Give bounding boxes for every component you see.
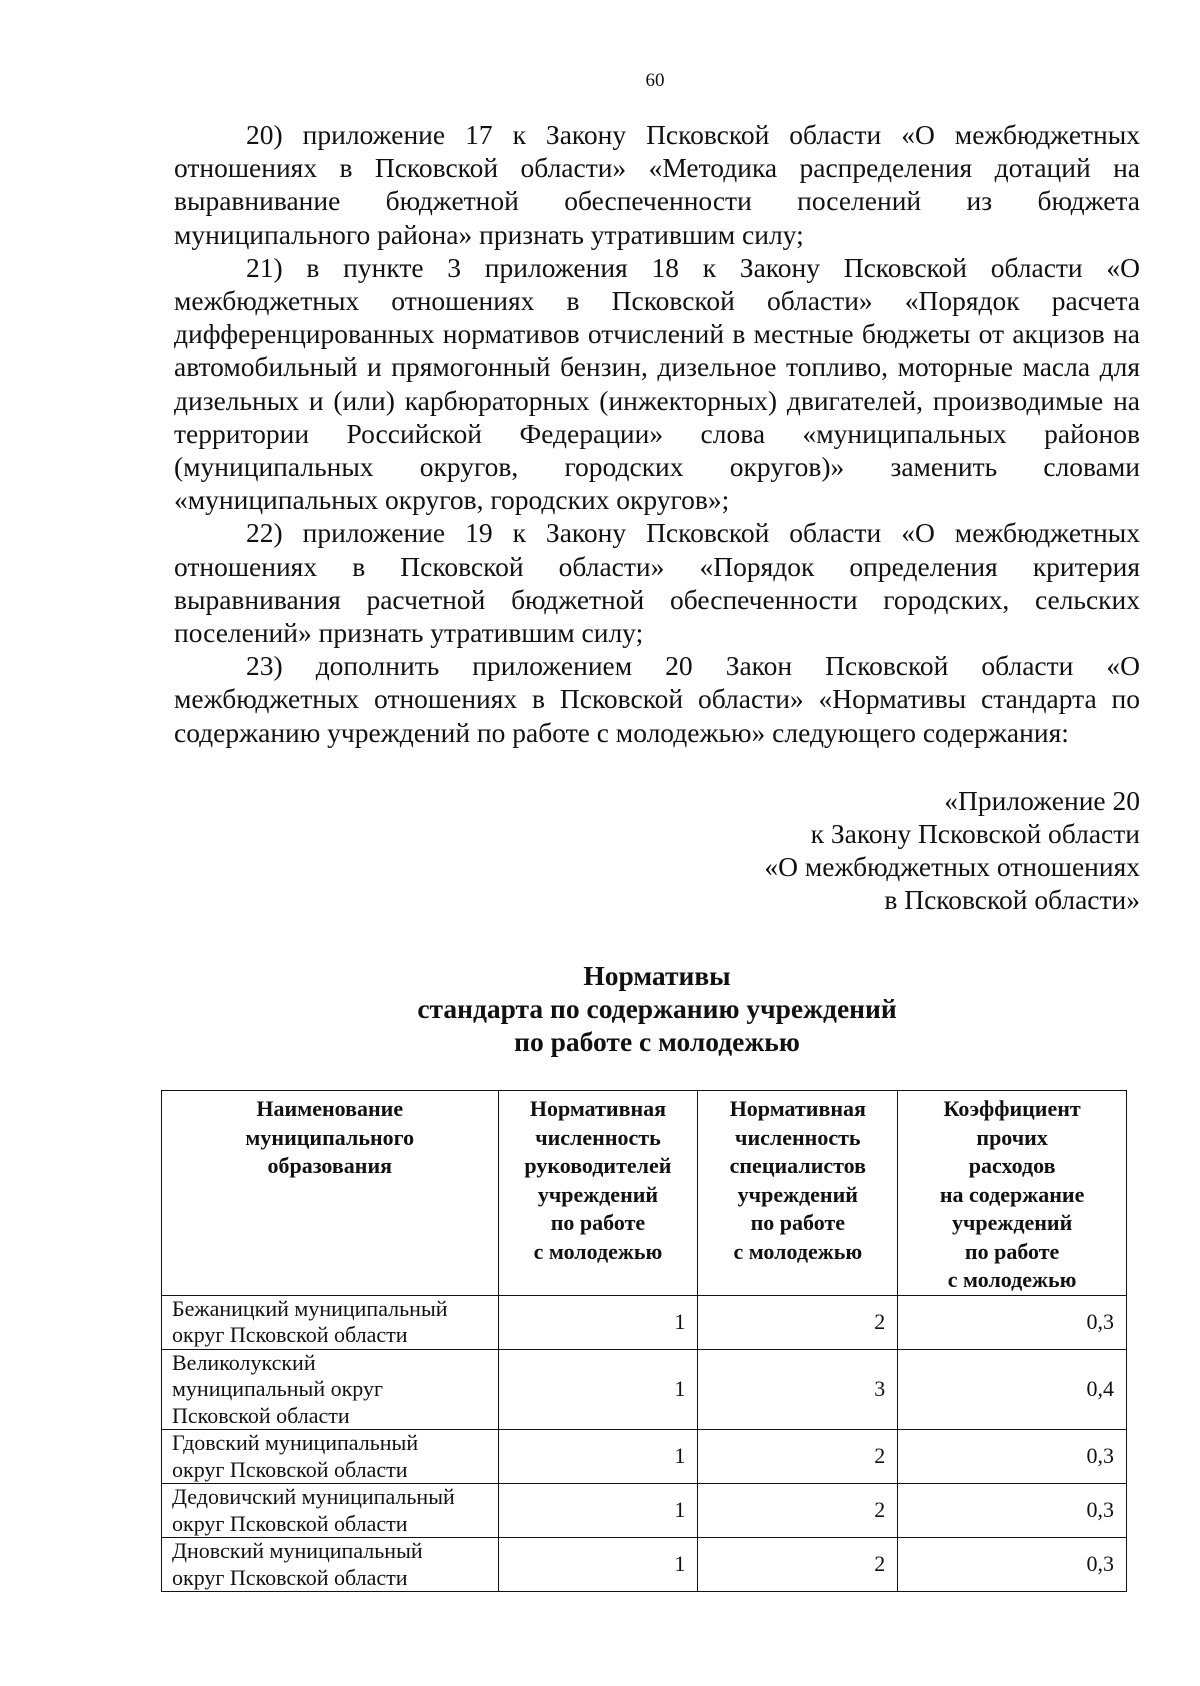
header-line: с молодежью (733, 1238, 863, 1264)
name-line: округ Псковской области (172, 1322, 408, 1347)
norms-table (161, 1090, 1127, 1592)
paragraph-23: 23) дополнить приложением 20 Закон Псковской области «О межбюджетных отношениях в Псковской области» «Нормативы стандарта по содержанию учреждений по работе с молодежью» следующего содержания: (174, 650, 1140, 748)
managers-value: 1 (498, 1349, 698, 1430)
body-text (174, 118, 1140, 749)
header-line: Наименование (256, 1096, 404, 1121)
name-line: округ Псковской области (172, 1456, 408, 1482)
header-line: учреждений (951, 1210, 1073, 1235)
header-line: образования (267, 1153, 393, 1178)
name-line: Дедовичский муниципальный (172, 1484, 455, 1509)
coefficient-value: 0,3 (898, 1430, 1127, 1484)
name-line: Псковской области (172, 1402, 350, 1428)
table-title-line: Нормативы (583, 960, 731, 991)
name-line: Гдовский муниципальный (172, 1430, 419, 1455)
specialists-value: 2 (698, 1538, 898, 1592)
header-line: Нормативная (529, 1096, 667, 1121)
page-number: 60 (645, 70, 665, 91)
table-title-line: по работе с молодежью (514, 1026, 800, 1057)
header-other-expenses-coefficient (898, 1091, 1127, 1296)
header-line: муниципального (245, 1124, 415, 1150)
name-line: Бежаницкий муниципальный (172, 1295, 448, 1321)
paragraph-20: 20) приложение 17 к Закону Псковской области «О межбюджетных отношениях в Псковской области» «Методика распределения дотаций на выравнивание бюджетной обеспеченности поселений из бюджета муниципального района» признать утратившим силу; (174, 119, 1140, 250)
header-line: численность (535, 1124, 661, 1150)
header-line: учреждений (537, 1181, 659, 1207)
name-line: муниципальный округ (172, 1376, 384, 1401)
header-line: прочих (976, 1124, 1048, 1150)
municipality-name (162, 1349, 499, 1430)
managers-value: 1 (498, 1484, 698, 1538)
table-row (162, 1349, 1127, 1430)
specialists-value: 2 (698, 1430, 898, 1484)
table-row (162, 1295, 1127, 1349)
appendix-ref-line: к Закону Псковской области (810, 818, 1140, 849)
header-line: учреждений (737, 1181, 858, 1207)
header-line: Нормативная (729, 1096, 866, 1121)
municipality-name (162, 1430, 499, 1484)
header-managers-norm (498, 1091, 698, 1296)
specialists-value: 2 (698, 1484, 898, 1538)
name-line: округ Псковской области (172, 1510, 408, 1536)
paragraph-21: 21) в пункте 3 приложения 18 к Закону Псковской области «О межбюджетных отношениях в Псковской области» «Порядок расчета дифференцированных нормативов отчислений в местные бюджеты от акцизов на автомобильный и прямогонный бензин, дизельное топливо, моторные масла для дизельных и (или) карбюраторных (инжекторных) двигателей, производимые на территории Российской Федерации» слова «муниципальных районов (муниципальных округов, городских округов)» заменить словами «муниципальных округов, городских округов»; (174, 251, 1140, 516)
header-line: по работе (750, 1210, 846, 1235)
table-row (162, 1538, 1127, 1592)
table-row (162, 1430, 1127, 1484)
managers-value: 1 (498, 1538, 698, 1592)
header-line: с молодежью (533, 1238, 663, 1264)
header-line: по работе (964, 1238, 1060, 1264)
municipality-name (162, 1484, 499, 1538)
table-title (174, 959, 1140, 1058)
appendix-reference (764, 784, 1140, 916)
header-line: численность (735, 1124, 861, 1150)
header-municipality-name (162, 1091, 499, 1296)
coefficient-value: 0,3 (898, 1538, 1127, 1592)
table-title-line: стандарта по содержанию учреждений (417, 993, 897, 1024)
name-line: Великолукский (172, 1349, 316, 1375)
coefficient-value: 0,3 (898, 1484, 1127, 1538)
managers-value: 1 (498, 1295, 698, 1349)
header-line: на содержание (939, 1181, 1085, 1207)
name-line: Дновский муниципальный (172, 1538, 423, 1563)
coefficient-value: 0,4 (898, 1349, 1127, 1430)
header-line: Коэффициент (943, 1096, 1081, 1121)
managers-value: 1 (498, 1430, 698, 1484)
header-line: по работе (550, 1210, 646, 1235)
appendix-ref-line: в Псковской области» (884, 884, 1140, 915)
header-line: специалистов (729, 1153, 866, 1178)
municipality-name (162, 1538, 499, 1592)
paragraph-22: 22) приложение 19 к Закону Псковской области «О межбюджетных отношениях в Псковской области» «Порядок определения критерия выравнивания расчетной бюджетной обеспеченности городских, сельских поселений» признать утратившим силу; (174, 517, 1140, 649)
appendix-ref-line: «Приложение 20 (944, 785, 1140, 816)
table-header-row (162, 1091, 1127, 1296)
municipality-name (162, 1295, 499, 1349)
coefficient-value: 0,3 (898, 1295, 1127, 1349)
header-line: с молодежью (947, 1267, 1077, 1292)
name-line: округ Псковской области (172, 1564, 408, 1590)
specialists-value: 2 (698, 1295, 898, 1349)
header-line: руководителей (524, 1153, 672, 1178)
table-row (162, 1484, 1127, 1538)
appendix-ref-line: «О межбюджетных отношениях (764, 851, 1140, 882)
header-line: расходов (968, 1153, 1056, 1178)
specialists-value: 3 (698, 1349, 898, 1430)
header-specialists-norm (698, 1091, 898, 1296)
